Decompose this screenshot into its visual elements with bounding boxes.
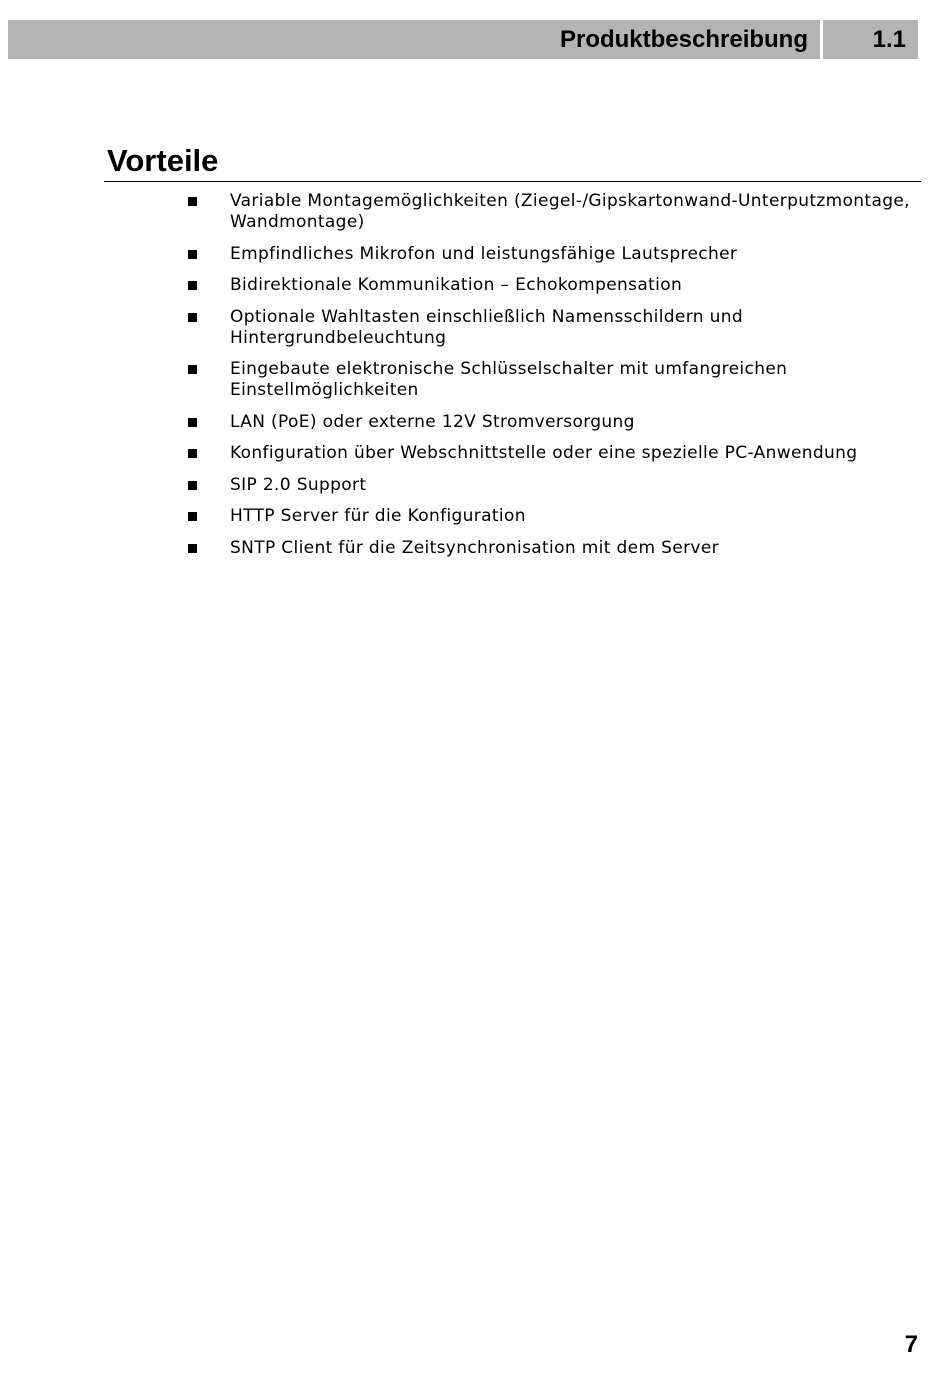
- page-header: [8, 20, 918, 59]
- square-bullet-icon: [188, 449, 197, 458]
- feature-text: SNTP Client für die Zeitsynchronisation mit dem Server: [230, 537, 719, 558]
- section-divider: [104, 181, 921, 182]
- feature-list-item: [180, 359, 920, 401]
- header-title: Produktbeschreibung: [559, 25, 808, 53]
- square-bullet-icon: [188, 418, 197, 427]
- feature-list-item: [180, 506, 920, 527]
- feature-text: SIP 2.0 Support: [230, 474, 367, 495]
- feature-list-item: [180, 475, 920, 496]
- feature-list-item: [180, 244, 920, 265]
- square-bullet-icon: [188, 481, 197, 490]
- feature-text: LAN (PoE) oder externe 12V Stromversorgung: [230, 411, 635, 432]
- feature-text: Bidirektionale Kommunikation – Echokompensation: [230, 275, 683, 295]
- section-title: Vorteile: [107, 143, 219, 178]
- square-bullet-icon: [188, 313, 197, 322]
- square-bullet-icon: [188, 197, 197, 206]
- feature-list-item: [180, 307, 920, 349]
- feature-text: Eingebaute elektronische Schlüsselschalter mit umfangreichen Einstellmöglichkeiten: [230, 359, 788, 400]
- feature-list-item: [180, 412, 920, 433]
- feature-text: Konfiguration über Webschnittstelle oder eine spezielle PC-Anwendung: [230, 443, 858, 463]
- square-bullet-icon: [188, 544, 197, 553]
- header-title-box: [8, 20, 820, 59]
- square-bullet-icon: [188, 250, 197, 259]
- feature-list-item: [180, 275, 920, 296]
- square-bullet-icon: [188, 512, 197, 521]
- page-number: 7: [904, 1331, 918, 1358]
- feature-text: HTTP Server für die Konfiguration: [230, 506, 526, 526]
- feature-text: Empfindliches Mikrofon und leistungsfähige Lautsprecher: [230, 243, 738, 264]
- feature-list-item: [180, 191, 920, 233]
- feature-list-item: [180, 538, 920, 559]
- feature-list-item: [180, 443, 920, 464]
- header-chapter-box: [823, 20, 918, 59]
- square-bullet-icon: [188, 365, 197, 374]
- feature-list: [180, 191, 920, 569]
- feature-text: Optionale Wahltasten einschließlich Namensschildern und Hintergrundbeleuchtung: [230, 306, 744, 348]
- square-bullet-icon: [188, 281, 197, 290]
- header-chapter-number: 1.1: [872, 25, 906, 53]
- feature-text: Variable Montagemöglichkeiten (Ziegel-/Gipskartonwand-Unterputzmontage, Wandmontage): [230, 191, 910, 232]
